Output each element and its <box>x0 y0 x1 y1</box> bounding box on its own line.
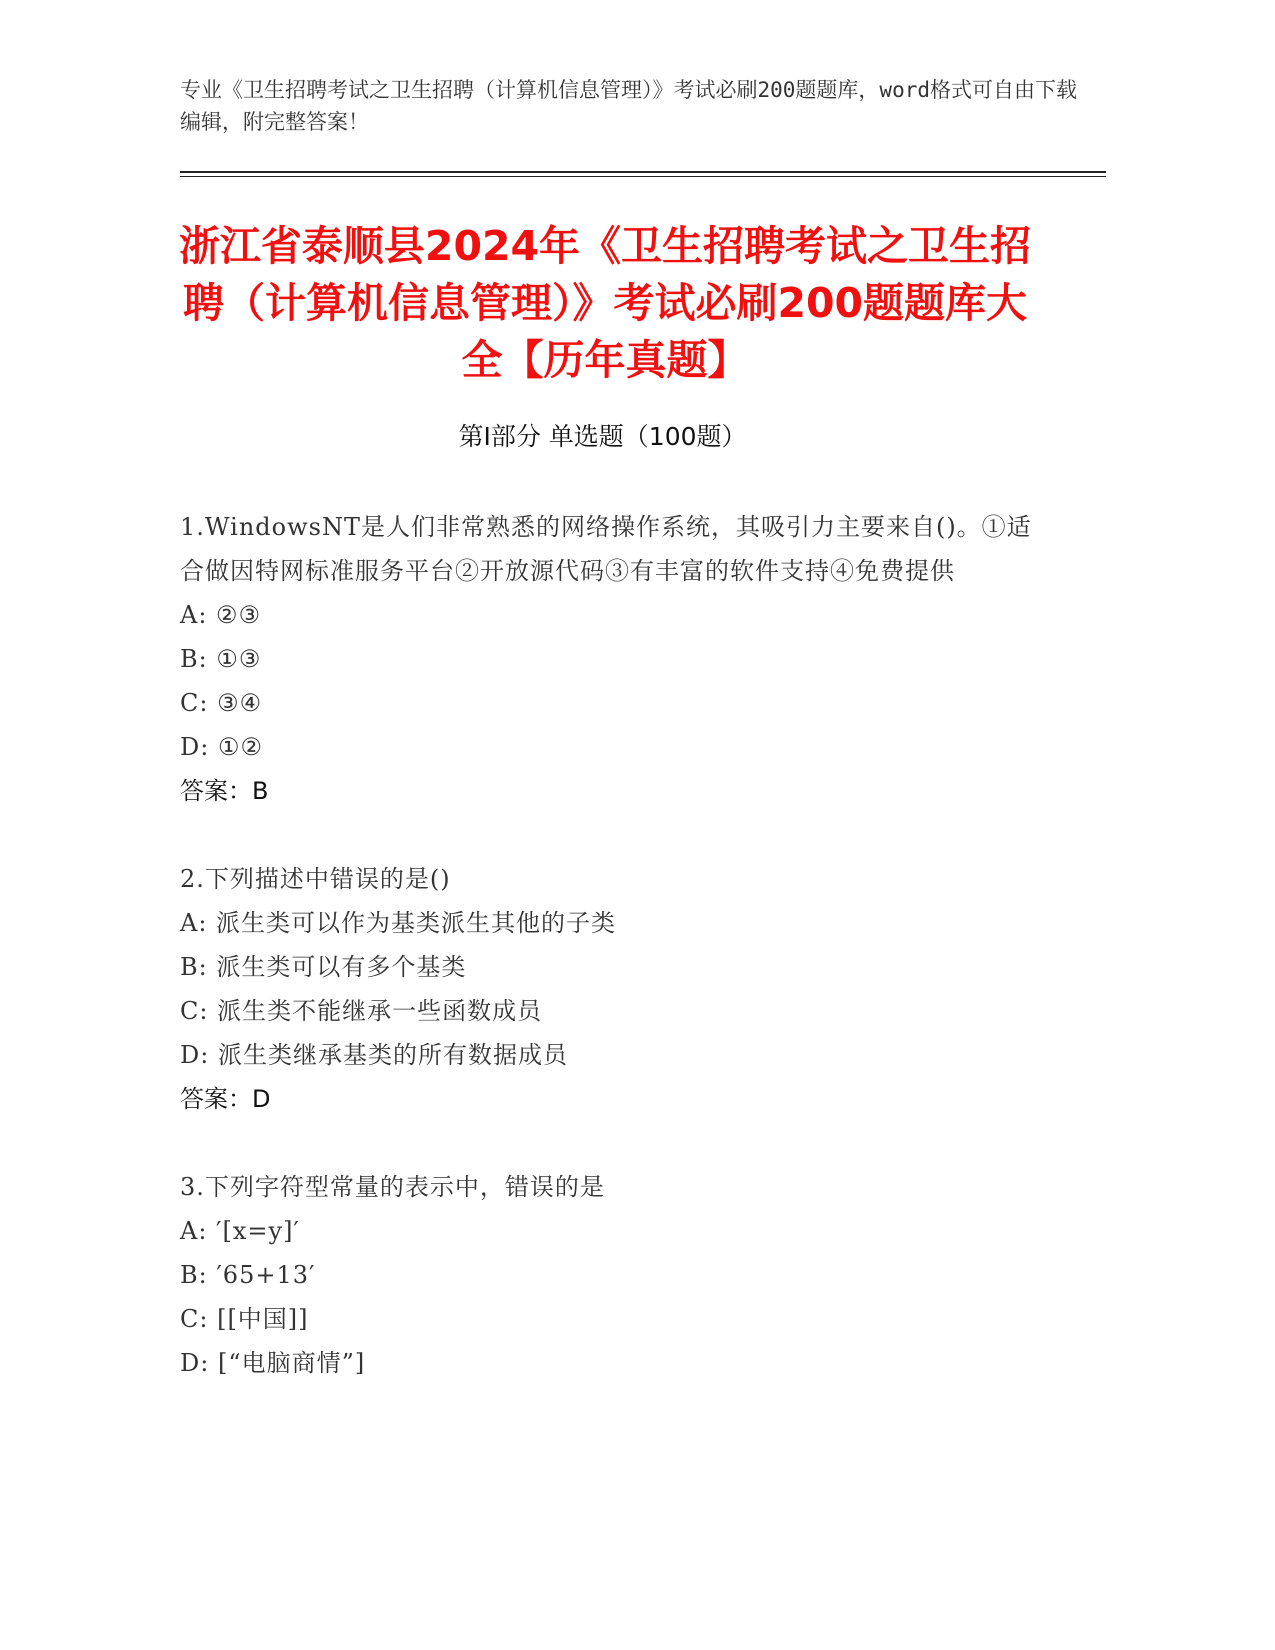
section-heading: 第Ⅰ部分 单选题（100题） <box>458 422 747 451</box>
option-d: D: ①② <box>180 733 263 761</box>
option-c: C: [[中国]] <box>180 1305 309 1333</box>
option-b: B: ①③ <box>180 645 262 673</box>
option-d: D: [“电脑商情”] <box>180 1349 366 1377</box>
option-c: C: 派生类不能继承一些函数成员 <box>180 997 543 1025</box>
option-a: A: 派生类可以作为基类派生其他的子类 <box>180 909 617 937</box>
question-1 <box>180 505 1040 813</box>
question-3 <box>180 1165 1040 1385</box>
option-b: B: ′65+13′ <box>180 1261 316 1289</box>
option-d: D: 派生类继承基类的所有数据成员 <box>180 1041 568 1069</box>
option-c: C: ③④ <box>180 689 263 717</box>
question-stem: 1.WindowsNT是人们非常熟悉的网络操作系统，其吸引力主要来自()。①适合做因特网标准服务平台②开放源代码③有丰富的软件支持④免费提供 <box>180 513 1032 585</box>
header-divider-thick <box>180 171 1106 173</box>
question-2 <box>180 857 1040 1121</box>
header-note: 专业《卫生招聘考试之卫生招聘（计算机信息管理）》考试必刷200题题库，word格式可自由下载编辑，附完整答案！ <box>180 78 1077 134</box>
option-b: B: 派生类可以有多个基类 <box>180 953 467 981</box>
question-list <box>180 505 1040 1429</box>
question-stem: 3.下列字符型常量的表示中，错误的是 <box>180 1173 605 1201</box>
question-stem: 2.下列描述中错误的是() <box>180 865 451 893</box>
document-title: 浙江省泰顺县2024年《卫生招聘考试之卫生招聘（计算机信息管理）》考试必刷200题题库大全【历年真题】 <box>178 222 1032 384</box>
option-a: A: ②③ <box>180 601 262 629</box>
answer: 答案：D <box>180 1085 271 1113</box>
option-a: A: ′[x=y]′ <box>180 1217 300 1245</box>
header-divider-thin <box>180 176 1106 177</box>
answer: 答案：B <box>180 777 269 805</box>
